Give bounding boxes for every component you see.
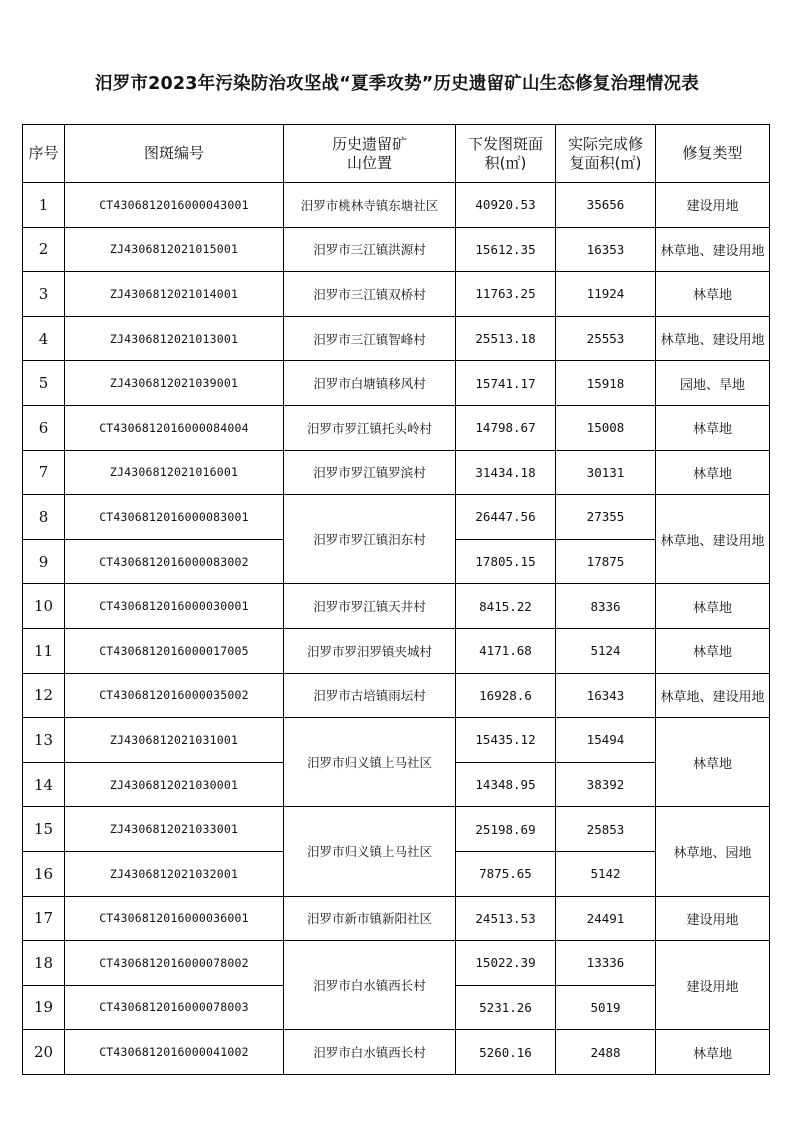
cell-seq: 9 [23, 539, 65, 584]
cell-code: CT4306812016000043001 [65, 183, 284, 228]
cell-completed-area: 2488 [556, 1030, 656, 1075]
cell-completed-area: 5142 [556, 851, 656, 896]
cell-type: 林草地 [656, 1030, 770, 1075]
cell-issued-area: 11763.25 [456, 272, 556, 317]
cell-code: CT4306812016000083001 [65, 495, 284, 540]
cell-type: 林草地、建设用地 [656, 673, 770, 718]
cell-type: 园地、旱地 [656, 361, 770, 406]
cell-location: 汨罗市古培镇雨坛村 [284, 673, 456, 718]
table-row [23, 183, 770, 228]
table-row [23, 673, 770, 718]
cell-code: ZJ4306812021032001 [65, 851, 284, 896]
cell-completed-area: 27355 [556, 495, 656, 540]
cell-issued-area: 40920.53 [456, 183, 556, 228]
cell-seq: 8 [23, 495, 65, 540]
cell-seq: 15 [23, 807, 65, 852]
cell-type: 林草地 [656, 405, 770, 450]
header-location: 历史遗留矿山位置 [284, 125, 456, 183]
cell-issued-area: 17805.15 [456, 539, 556, 584]
cell-location: 汨罗市罗江镇托头岭村 [284, 405, 456, 450]
table-row [23, 405, 770, 450]
cell-type: 建设用地 [656, 941, 770, 1030]
cell-code: CT4306812016000078003 [65, 985, 284, 1030]
cell-seq: 2 [23, 227, 65, 272]
header-completed-area: 实际完成修复面积(㎡) [556, 125, 656, 183]
cell-completed-area: 13336 [556, 941, 656, 986]
cell-completed-area: 17875 [556, 539, 656, 584]
cell-completed-area: 5019 [556, 985, 656, 1030]
cell-issued-area: 15741.17 [456, 361, 556, 406]
cell-seq: 20 [23, 1030, 65, 1075]
cell-completed-area: 16343 [556, 673, 656, 718]
cell-code: CT4306812016000084004 [65, 405, 284, 450]
cell-type: 林草地 [656, 584, 770, 629]
cell-completed-area: 5124 [556, 628, 656, 673]
cell-location: 汨罗市归义镇上马社区 [284, 718, 456, 807]
cell-seq: 4 [23, 316, 65, 361]
cell-issued-area: 14348.95 [456, 762, 556, 807]
cell-completed-area: 8336 [556, 584, 656, 629]
table-row [23, 227, 770, 272]
table-row [23, 495, 770, 540]
cell-location: 汨罗市白塘镇移风村 [284, 361, 456, 406]
cell-type: 林草地、建设用地 [656, 495, 770, 584]
cell-code: ZJ4306812021030001 [65, 762, 284, 807]
cell-location: 汨罗市三江镇洪源村 [284, 227, 456, 272]
cell-issued-area: 26447.56 [456, 495, 556, 540]
table-row [23, 316, 770, 361]
cell-issued-area: 31434.18 [456, 450, 556, 495]
cell-location: 汨罗市罗江镇汨东村 [284, 495, 456, 584]
header-code: 图斑编号 [65, 125, 284, 183]
cell-seq: 3 [23, 272, 65, 317]
cell-code: CT4306812016000036001 [65, 896, 284, 941]
cell-code: CT4306812016000078002 [65, 941, 284, 986]
cell-location: 汨罗市罗汨罗镇夹城村 [284, 628, 456, 673]
cell-completed-area: 15494 [556, 718, 656, 763]
cell-seq: 5 [23, 361, 65, 406]
cell-seq: 6 [23, 405, 65, 450]
table-row [23, 584, 770, 629]
header-seq: 序号 [23, 125, 65, 183]
cell-issued-area: 4171.68 [456, 628, 556, 673]
cell-seq: 18 [23, 941, 65, 986]
cell-type: 林草地、建设用地 [656, 227, 770, 272]
cell-seq: 17 [23, 896, 65, 941]
page-title: 汨罗市2023年污染防治攻坚战“夏季攻势”历史遗留矿山生态修复治理情况表 [95, 74, 699, 94]
table-row [23, 941, 770, 986]
cell-issued-area: 7875.65 [456, 851, 556, 896]
cell-type: 林草地 [656, 272, 770, 317]
cell-completed-area: 38392 [556, 762, 656, 807]
cell-code: CT4306812016000030001 [65, 584, 284, 629]
header-type: 修复类型 [656, 125, 770, 183]
cell-type: 林草地 [656, 718, 770, 807]
cell-location: 汨罗市桃林寺镇东塘社区 [284, 183, 456, 228]
cell-type: 林草地 [656, 450, 770, 495]
cell-completed-area: 35656 [556, 183, 656, 228]
cell-type: 建设用地 [656, 183, 770, 228]
table-row [23, 628, 770, 673]
cell-type: 建设用地 [656, 896, 770, 941]
cell-location: 汨罗市归义镇上马社区 [284, 807, 456, 896]
cell-location: 汨罗市新市镇新阳社区 [284, 896, 456, 941]
cell-code: CT4306812016000041002 [65, 1030, 284, 1075]
cell-seq: 19 [23, 985, 65, 1030]
table-row [23, 718, 770, 763]
table-row [23, 807, 770, 852]
cell-location: 汨罗市白水镇西长村 [284, 941, 456, 1030]
cell-completed-area: 15008 [556, 405, 656, 450]
cell-issued-area: 25513.18 [456, 316, 556, 361]
cell-code: ZJ4306812021031001 [65, 718, 284, 763]
cell-issued-area: 15612.35 [456, 227, 556, 272]
cell-location: 汨罗市罗江镇天井村 [284, 584, 456, 629]
cell-completed-area: 24491 [556, 896, 656, 941]
restoration-table [22, 124, 770, 1075]
cell-completed-area: 25553 [556, 316, 656, 361]
cell-seq: 13 [23, 718, 65, 763]
cell-type: 林草地、园地 [656, 807, 770, 896]
cell-code: CT4306812016000017005 [65, 628, 284, 673]
header-row [23, 125, 770, 183]
cell-type: 林草地、建设用地 [656, 316, 770, 361]
cell-location: 汨罗市三江镇智峰村 [284, 316, 456, 361]
table-row [23, 450, 770, 495]
cell-completed-area: 15918 [556, 361, 656, 406]
cell-location: 汨罗市罗江镇罗滨村 [284, 450, 456, 495]
cell-completed-area: 11924 [556, 272, 656, 317]
cell-code: ZJ4306812021033001 [65, 807, 284, 852]
cell-issued-area: 16928.6 [456, 673, 556, 718]
cell-issued-area: 8415.22 [456, 584, 556, 629]
cell-seq: 11 [23, 628, 65, 673]
cell-completed-area: 16353 [556, 227, 656, 272]
cell-seq: 10 [23, 584, 65, 629]
cell-code: ZJ4306812021016001 [65, 450, 284, 495]
cell-code: CT4306812016000083002 [65, 539, 284, 584]
cell-seq: 7 [23, 450, 65, 495]
cell-issued-area: 15022.39 [456, 941, 556, 986]
table-row [23, 361, 770, 406]
cell-completed-area: 25853 [556, 807, 656, 852]
cell-issued-area: 5260.16 [456, 1030, 556, 1075]
cell-completed-area: 30131 [556, 450, 656, 495]
table-row [23, 896, 770, 941]
cell-issued-area: 5231.26 [456, 985, 556, 1030]
header-issued-area: 下发图斑面积(㎡) [456, 125, 556, 183]
cell-seq: 14 [23, 762, 65, 807]
table-row [23, 1030, 770, 1075]
cell-location: 汨罗市白水镇西长村 [284, 1030, 456, 1075]
cell-code: ZJ4306812021039001 [65, 361, 284, 406]
cell-issued-area: 14798.67 [456, 405, 556, 450]
cell-issued-area: 15435.12 [456, 718, 556, 763]
cell-type: 林草地 [656, 628, 770, 673]
cell-seq: 12 [23, 673, 65, 718]
cell-code: ZJ4306812021014001 [65, 272, 284, 317]
cell-seq: 1 [23, 183, 65, 228]
cell-issued-area: 25198.69 [456, 807, 556, 852]
cell-code: ZJ4306812021015001 [65, 227, 284, 272]
cell-code: CT4306812016000035002 [65, 673, 284, 718]
cell-code: ZJ4306812021013001 [65, 316, 284, 361]
cell-issued-area: 24513.53 [456, 896, 556, 941]
cell-seq: 16 [23, 851, 65, 896]
table-row [23, 272, 770, 317]
cell-location: 汨罗市三江镇双桥村 [284, 272, 456, 317]
